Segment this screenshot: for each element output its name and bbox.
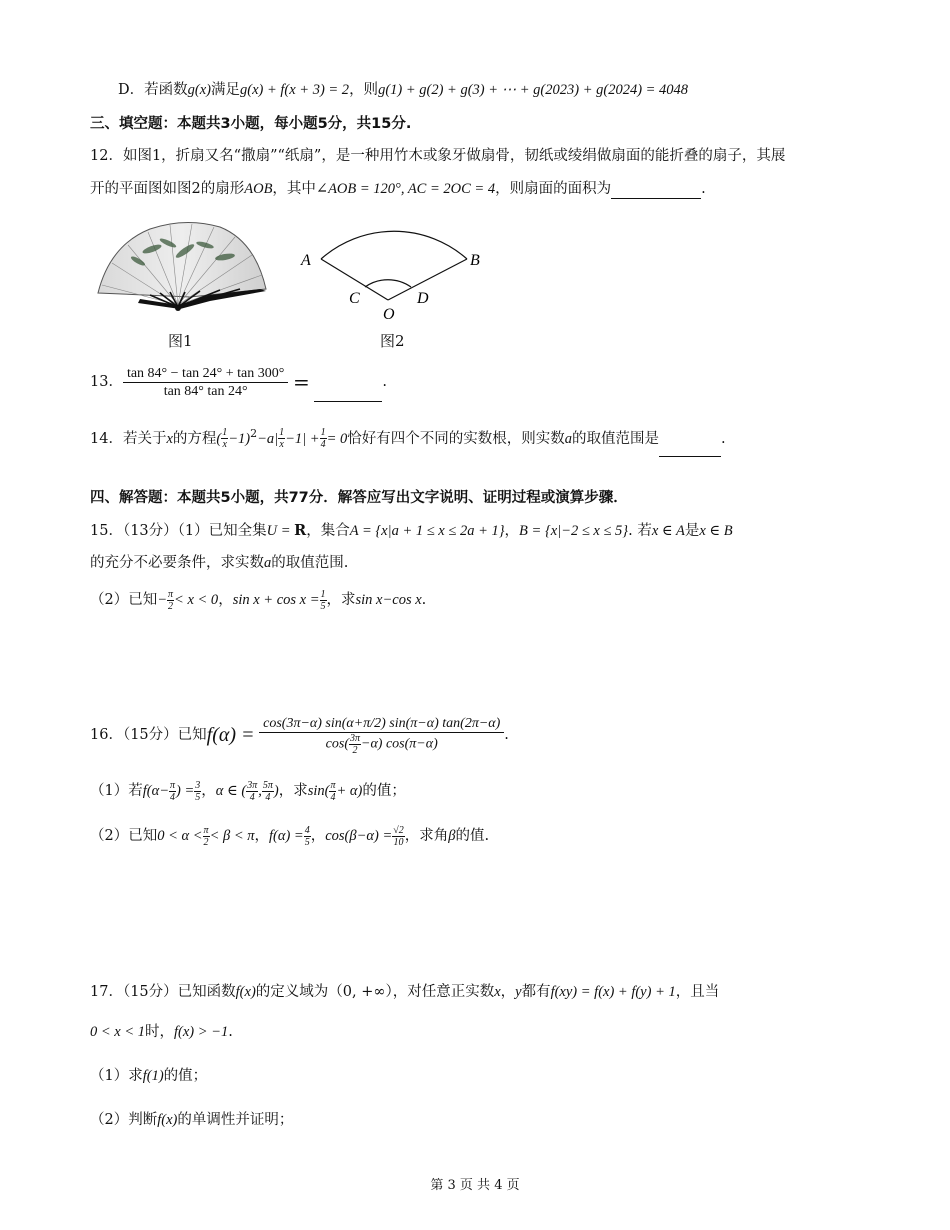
q17-line1: 17．（15分）已知函数f(x)的定义域为（0, +∞），对任意正实数x，y都有f(xy) = f(x) + f(y) + 1，且当 bbox=[90, 984, 720, 1000]
page-footer: 第 3 页 共 4 页 bbox=[430, 1178, 520, 1193]
q17-part1: （1）求f(1)的值； bbox=[90, 1068, 208, 1084]
label-d: D bbox=[417, 290, 429, 307]
q15-part2: （2）已知− $\frac{\pi}{2}$ < x < 0，sin x + cos x = $\frac{1}{5}$ ，求sin x−cos x. bbox=[90, 588, 427, 612]
q16-definition: 16．（15分）已知f(α) = cos(3π−α) sin(α+π/2) sin(π−α) tan(2π−α) cos( $\frac{3\pi}{2}$ −α) cos(π−α) . bbox=[90, 715, 509, 756]
sector-diagram bbox=[295, 210, 495, 325]
answer-blank bbox=[314, 387, 382, 402]
fig2-caption: 图2 bbox=[380, 332, 405, 350]
q17-line2: 0 < x < 1时，f(x) > −1. bbox=[90, 1024, 233, 1040]
q16-part2: （2）已知0 < α < $\frac{\pi}{2}$ < β < π，f(α) = $\frac{4}{5}$ ，cos(β−α) = $\frac{√2}{10}$ ，求角β的值. bbox=[90, 824, 490, 848]
answer-blank bbox=[659, 442, 721, 457]
q14: 14．若关于x的方程( $\frac{1}{x}$ −1)$^2$−a| $\frac{1}{x}$ −1| + $\frac{1}{4}$ = 0恰好有四个不同的实数根，则实数a的取值范围是 . bbox=[90, 416, 726, 457]
q15-line2: 的充分不必要条件，求实数a的取值范围. bbox=[90, 555, 349, 571]
answer-blank bbox=[611, 184, 701, 199]
q17-part2: （2）判断f(x)的单调性并证明； bbox=[90, 1112, 294, 1128]
label-c: C bbox=[349, 290, 360, 307]
outer-arc bbox=[321, 231, 467, 259]
label-a: A bbox=[301, 252, 311, 269]
fig1-caption: 图1 bbox=[168, 332, 193, 350]
inner-arc bbox=[365, 280, 411, 287]
q16-fraction: cos(3π−α) sin(α+π/2) sin(π−α) tan(2π−α) cos( $\frac{3\pi}{2}$ −α) cos(π−α) bbox=[259, 715, 504, 756]
folding-fan-figure bbox=[90, 215, 270, 315]
label-o: O bbox=[383, 306, 395, 323]
q15-line1: 15．（13分）（1）已知全集U = R，集合A = {x|a + 1 ≤ x ≤ 2a + 1}，B = {x|−2 ≤ x ≤ 5}. 若x ∈ A是x ∈ B bbox=[90, 522, 733, 539]
label-b: B bbox=[470, 252, 480, 269]
q16-part1: （1）若f(α− $\frac{\pi}{4}$ ) = $\frac{3}{5}$ ，α ∈ ( $\frac{3\pi}{4}$ , $\frac{5\pi}{4}$ )，求sin( $\frac{\pi}{4}$ + α)的值； bbox=[90, 779, 406, 803]
section3-heading: 三、填空题：本题共3小题，每小题5分，共15分. bbox=[90, 116, 412, 132]
q13-fraction: $\frac{\tan 84^\circ - \tan 24^\circ + \tan 300^\circ}{\tan 84^\circ \tan 24^\circ}$ bbox=[123, 365, 288, 400]
q12-line2: 开的平面图如图2的扇形AOB，其中∠AOB = 120°, AC = 2OC = 4，则扇面的面积为 . bbox=[90, 181, 706, 197]
q11-option-d: D．若函数g(x)满足g(x) + f(x + 3) = 2，则g(1) + g(2) + g(3) + ⋯ + g(2023) + g(2024) = 4048 bbox=[118, 82, 689, 98]
q13: 13． $\frac{\tan 84^\circ - \tan 24^\circ + \tan 300^\circ}{\tan 84^\circ \tan 24^\circ}$ = . bbox=[90, 362, 387, 402]
q12-line1: 12．如图1，折扇又名“撒扇”“纸扇”，是一种用竹木或象牙做扇骨，韧纸或绫绢做扇面的能折叠的扇子，其展 bbox=[90, 148, 786, 164]
section4-heading: 四、解答题：本题共5小题，共77分．解答应写出文字说明、证明过程或演算步骤． bbox=[90, 490, 628, 506]
